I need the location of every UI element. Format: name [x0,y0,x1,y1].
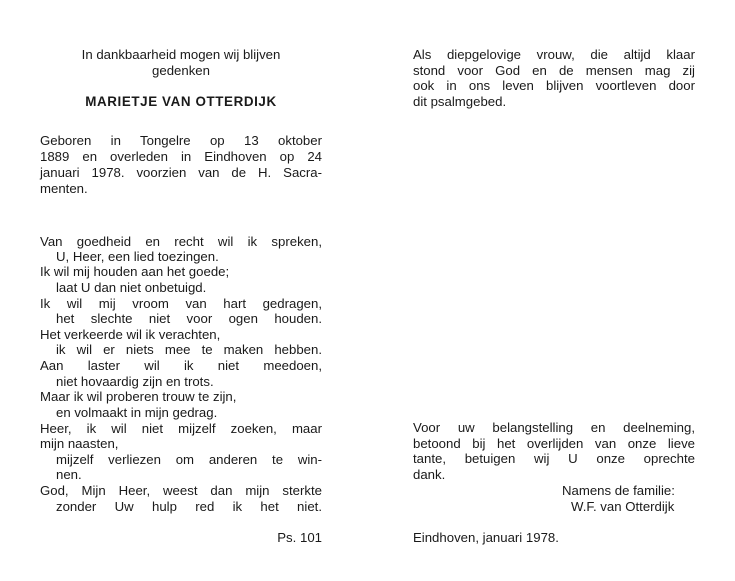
psalm-line: Van goedheid en recht wil ik spreken, [40,234,322,249]
psalm-reference: Ps. 101 [277,530,322,545]
family-name: W.F. van Otterdijk [571,499,675,514]
psalm-line: nen. [56,467,82,482]
psalm-line: Aan laster wil ik niet meedoen, [40,358,322,373]
bio-line: januari 1978. voorzien van de H. Sacra- [40,165,322,180]
thanks-line: betoond bij het overlijden van onze lieve [413,436,695,451]
bio-line: Geboren in Tongelre op 13 oktober [40,133,322,148]
psalm-line: het slechte niet voor ogen houden. [56,311,322,326]
intro-line: stond voor God en de mensen mag zij [413,63,695,78]
psalm-line: mijn naasten, [40,436,119,451]
place-date: Eindhoven, januari 1978. [413,530,559,545]
intro-line: Als diepgelovige vrouw, die altijd klaar [413,47,695,62]
intro-line: In dankbaarheid mogen wij blijven [81,47,281,62]
psalm-line: God, Mijn Heer, weest dan mijn sterkte [40,483,322,498]
psalm-line: Maar ik wil proberen trouw te zijn, [40,389,237,404]
psalm-line: laat U dan niet onbetuigd. [56,280,207,295]
psalm-line: zonder Uw hulp red ik het niet. [56,499,322,514]
bio-line: 1889 en overleden in Eindhoven op 24 [40,149,322,164]
intro-line: gedenken [152,63,210,78]
family-label: Namens de familie: [562,483,675,498]
thanks-line: Voor uw belangstelling en deelneming, [413,420,695,435]
intro-line: dit psalmgebed. [413,94,507,109]
psalm-line: Ik wil mij vroom van hart gedragen, [40,296,322,311]
psalm-line: U, Heer, een lied toezingen. [56,249,219,264]
psalm-line: en volmaakt in mijn gedrag. [56,405,218,420]
intro-line: ook in ons leven blijven voortleven door [413,78,695,93]
bio-line: menten. [40,181,88,196]
fold-line [367,0,368,581]
psalm-line: Heer, ik wil niet mijzelf zoeken, maar [40,421,322,436]
psalm-line: Het verkeerde wil ik verachten, [40,327,221,342]
psalm-line: mijzelf verliezen om anderen te win- [56,452,322,467]
psalm-line: niet hovaardig zijn en trots. [56,374,214,389]
psalm-line: ik wil er niets mee te maken hebben. [56,342,322,357]
thanks-line: tante, betuigen wij U onze oprechte [413,451,695,466]
thanks-line: dank. [413,467,446,482]
deceased-name: MARIETJE VAN OTTERDIJK [85,94,277,109]
psalm-line: Ik wil mij houden aan het goede; [40,264,230,279]
